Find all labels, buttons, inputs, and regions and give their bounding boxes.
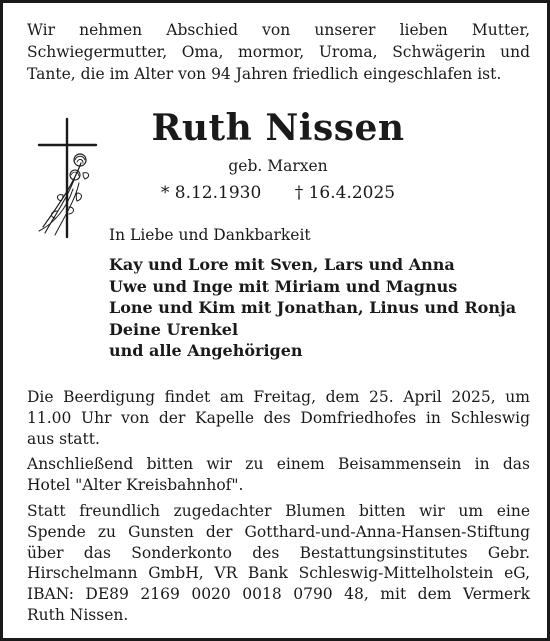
- mourners-list: [109, 254, 534, 362]
- details-section: [27, 387, 530, 631]
- death-date: † 16.4.2025: [294, 183, 396, 203]
- deceased-name: Ruth Nissen: [151, 107, 405, 149]
- funeral-line: Die Beerdigung findet am Freitag, dem 25. April 2025, um: [27, 388, 530, 406]
- funeral-paragraph: [27, 387, 530, 449]
- gathering-line: Hotel "Alter Kreisbahnhof".: [27, 476, 244, 495]
- donation-line: Spende zu Gunsten der Gotthard-und-Anna-Hansen-Stiftung: [27, 522, 530, 541]
- donation-line: Hirschelmann GmbH, VR Bank Schleswig-Mittelholstein eG,: [27, 564, 530, 583]
- intro-line: Schwiegermutter, Oma, mormor, Uroma, Schwägerin und: [27, 43, 530, 61]
- mourner-line: Uwe und Inge mit Miriam und Magnus: [109, 276, 458, 296]
- donation-line: Statt freundlich zugedachter Blumen bitten wir um eine: [27, 501, 530, 520]
- donation-paragraph: [27, 501, 530, 626]
- mourner-line: Kay und Lore mit Sven, Lars und Anna: [109, 255, 455, 274]
- love-line: In Liebe und Dankbarkeit: [109, 226, 311, 244]
- funeral-line: aus statt.: [27, 429, 100, 448]
- intro-text: [27, 19, 530, 85]
- maiden-name: geb. Marxen: [228, 157, 328, 175]
- life-dates: [3, 182, 550, 204]
- donation-line: IBAN: DE89 2169 0020 0018 0790 48, mit dem Vermerk: [27, 585, 530, 604]
- intro-line: Tante, die im Alter von 94 Jahren friedlich eingeschlafen ist.: [27, 65, 502, 83]
- gathering-line: Anschließend bitten wir zu einem Beisammensein in das: [27, 455, 530, 474]
- intro-line: Wir nehmen Abschied von unserer lieben Mutter,: [27, 21, 530, 39]
- birth-date: * 8.12.1930: [160, 183, 262, 203]
- donation-line: über das Sonderkonto des Bestattungsinstitutes Gebr.: [27, 543, 530, 562]
- mourner-line: Lone und Kim mit Jonathan, Linus und Ronja: [109, 298, 517, 318]
- donation-line: Ruth Nissen.: [27, 605, 129, 624]
- funeral-line: 11.00 Uhr von der Kapelle des Domfriedhofes in Schleswig: [27, 408, 530, 427]
- mourner-line: und alle Angehörigen: [109, 341, 303, 361]
- gathering-paragraph: [27, 454, 530, 496]
- mourner-line: Deine Urenkel: [109, 319, 239, 339]
